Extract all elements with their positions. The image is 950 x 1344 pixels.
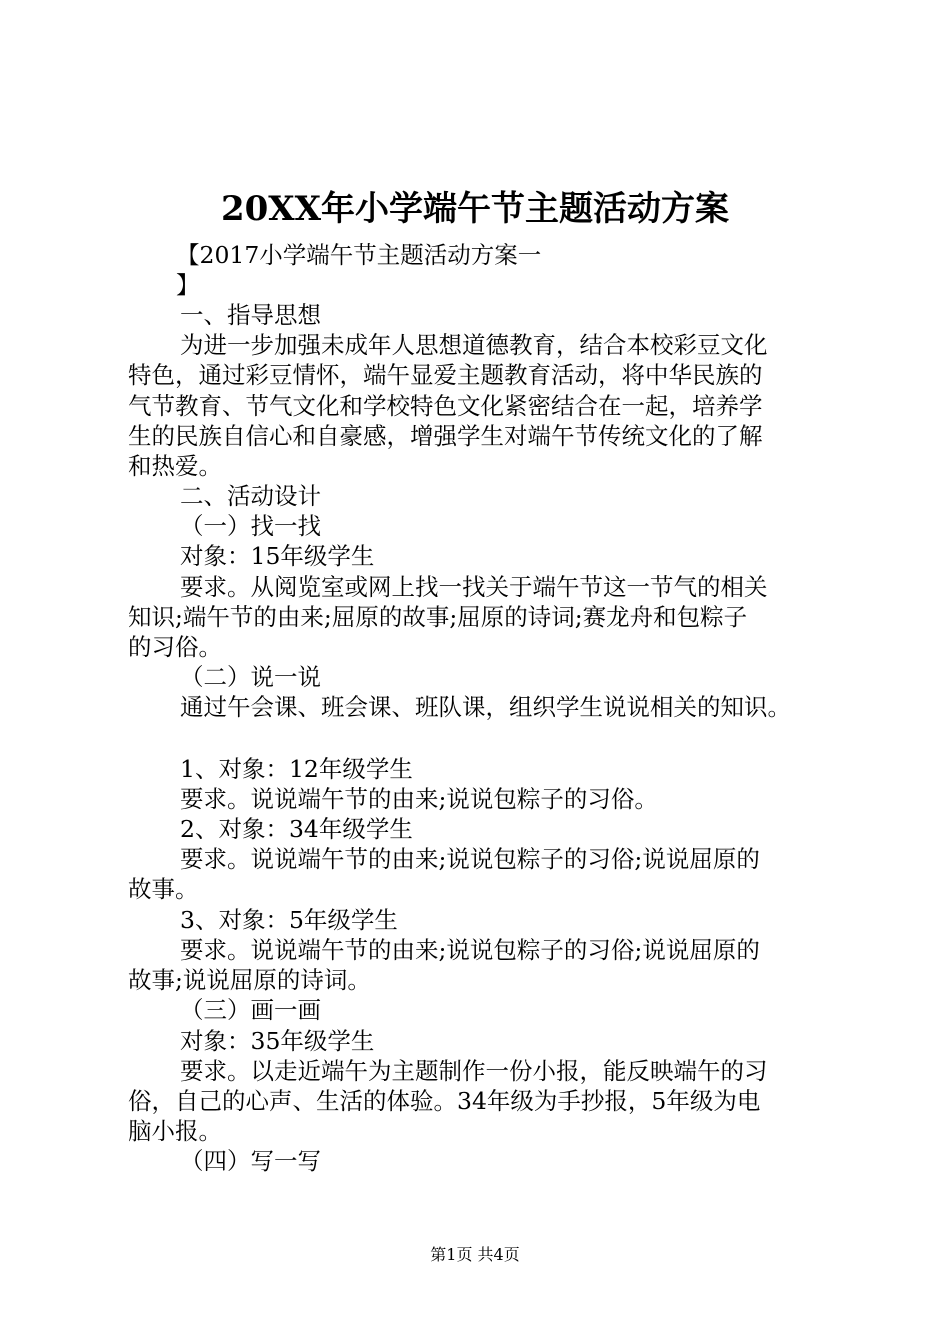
text-line: 知识;端午节的由来;屈原的故事;屈原的诗词;赛龙舟和包粽子 [128,603,748,631]
text-line: 通过午会课、班会课、班队课，组织学生说说相关的知识。 [180,693,791,721]
text-line: 气节教育、节气文化和学校特色文化紧密结合在一起，培养学 [128,392,763,420]
subsection-heading: （三）画一画 [180,996,321,1024]
text-line: 故事。 [128,875,199,903]
text-line: 和热爱。 [128,452,222,480]
section-heading: 一、指导思想 [180,301,321,329]
text-line: 要求。说说端午节的由来;说说包粽子的习俗。 [180,785,658,813]
text-line: 要求。以走近端午为主题制作一份小报，能反映端午的习 [180,1057,768,1085]
text-line: 特色，通过彩豆情怀，端午显爱主题教育活动，将中华民族的 [128,361,763,389]
subsection-heading: （一）找一找 [180,512,321,540]
text-line: 1、对象：12年级学生 [180,755,413,783]
text-line: 生的民族自信心和自豪感，增强学生对端午节传统文化的了解 [128,422,763,450]
text-line: 为进一步加强未成年人思想道德教育，结合本校彩豆文化 [180,331,768,359]
text-line: 要求。说说端午节的由来;说说包粽子的习俗;说说屈原的 [180,936,760,964]
text-line: 故事;说说屈原的诗词。 [128,966,371,994]
text-line: 对象：15年级学生 [180,542,375,570]
text-line: 2、对象：34年级学生 [180,815,413,843]
text-line: 】 [176,271,200,299]
page-footer: 第1页 共4页 [430,1245,520,1264]
document-title: 20XX年小学端午节主题活动方案 [220,189,730,229]
text-line: 3、对象：5年级学生 [180,906,398,934]
text-line: 脑小报。 [128,1117,222,1145]
subsection-heading: （二）说一说 [180,663,321,691]
text-line: 的习俗。 [128,633,222,661]
subsection-heading: （四）写一写 [180,1147,321,1175]
text-line: 要求。从阅览室或网上找一找关于端午节这一节气的相关 [180,573,768,601]
text-line: 【2017小学端午节主题活动方案一 [176,241,542,269]
section-heading: 二、活动设计 [180,482,321,510]
text-line: 对象：35年级学生 [180,1027,375,1055]
text-line: 俗，自己的心声、生活的体验。34年级为手抄报，5年级为电 [128,1087,761,1115]
text-line: 要求。说说端午节的由来;说说包粽子的习俗;说说屈原的 [180,845,760,873]
